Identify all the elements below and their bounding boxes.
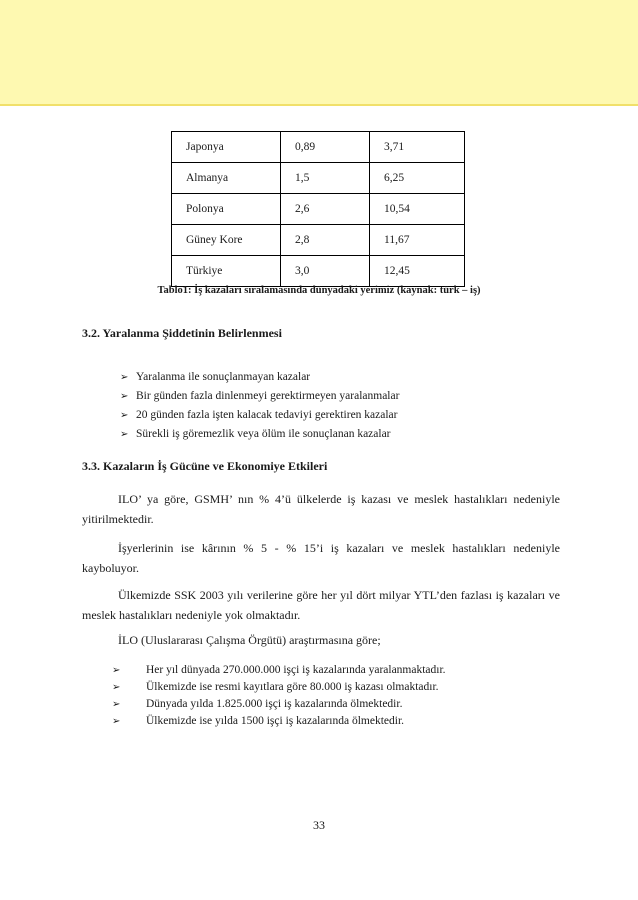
table-row [172, 163, 465, 194]
table-cell: 6,25 [370, 163, 465, 194]
table-cell: Polonya [172, 194, 281, 225]
arrow-bullet-icon: ➢ [120, 372, 129, 383]
page-number: 33 [313, 818, 325, 832]
table-cell: 3,71 [370, 132, 465, 163]
table-cell: Güney Kore [172, 225, 281, 256]
table-cell: 3,0 [281, 256, 370, 287]
list-item [112, 696, 446, 713]
list-item [120, 406, 399, 425]
table-row [172, 132, 465, 163]
section-heading-3-3: 3.3. Kazaların İş Gücüne ve Ekonomiye Etkileri [82, 459, 328, 473]
list-item-text: Ülkemizde ise yılda 1500 işçi iş kazalarında ölmektedir. [146, 715, 405, 727]
section-heading-3-2: 3.2. Yaralanma Şiddetinin Belirlenmesi [82, 326, 282, 340]
arrow-bullet-icon: ➢ [120, 391, 129, 402]
list-item [120, 425, 399, 444]
table-row [172, 225, 465, 256]
table-cell: Türkiye [172, 256, 281, 287]
arrow-bullet-icon: ➢ [112, 699, 121, 710]
severity-list [120, 368, 399, 444]
arrow-bullet-icon: ➢ [120, 429, 129, 440]
table-cell: 2,8 [281, 225, 370, 256]
table-cell: 10,54 [370, 194, 465, 225]
table-cell: 12,45 [370, 256, 465, 287]
list-item [120, 368, 399, 387]
accident-ranking-table [171, 131, 465, 287]
table-row [172, 256, 465, 287]
table-body [172, 132, 465, 287]
list-item-text: Yaralanma ile sonuçlanmayan kazalar [136, 371, 311, 383]
list-item-text: 20 günden fazla işten kalacak tedaviyi gerektiren kazalar [136, 409, 398, 421]
paragraph-employers: İşyerlerinin ise kârının % 5 - % 15’i iş kazaları ve meslek hastalıkları nedeniyle kayboluyor. [82, 541, 560, 575]
list-item-text: Sürekli iş göremezlik veya ölüm ile sonuçlanan kazalar [136, 428, 391, 440]
list-item-text: Ülkemizde ise resmi kayıtlara göre 80.000 iş kazası olmaktadır. [146, 681, 439, 693]
table-cell: 11,67 [370, 225, 465, 256]
table-row [172, 194, 465, 225]
table-caption: Tablo1: İş kazaları sıralamasında dünyadaki yerimiz (kaynak: türk – iş) [157, 285, 481, 296]
list-item-text: Dünyada yılda 1.825.000 işçi iş kazalarında ölmektedir. [146, 698, 403, 710]
paragraph-ssk: Ülkemizde SSK 2003 yılı verilerine göre her yıl dört milyar YTL’den fazlası iş kazaları ve meslek hastalıkları nedeniyle yok olmaktadır. [82, 588, 560, 622]
ilo-research-intro: İLO (Uluslararası Çalışma Örgütü) araştırmasına göre; [118, 633, 381, 647]
arrow-bullet-icon: ➢ [112, 682, 121, 693]
arrow-bullet-icon: ➢ [112, 716, 121, 727]
table-cell: Japonya [172, 132, 281, 163]
list-item-text: Her yıl dünyada 270.000.000 işçi iş kazalarında yaralanmaktadır. [146, 664, 446, 676]
table-cell: 1,5 [281, 163, 370, 194]
statistics-list [112, 662, 446, 730]
list-item [112, 713, 446, 730]
list-item [112, 679, 446, 696]
arrow-bullet-icon: ➢ [112, 665, 121, 676]
list-item [120, 387, 399, 406]
list-item-text: Bir günden fazla dinlenmeyi gerektirmeyen yaralanmalar [136, 390, 400, 402]
table-cell: 2,6 [281, 194, 370, 225]
table-cell: Almanya [172, 163, 281, 194]
arrow-bullet-icon: ➢ [120, 410, 129, 421]
list-item [112, 662, 446, 679]
table-cell: 0,89 [281, 132, 370, 163]
paragraph-ilo: ILO’ ya göre, GSMH’ nın % 4’ü ülkelerde iş kazası ve meslek hastalıkları nedeniyle yitirilmektedir. [82, 492, 560, 526]
